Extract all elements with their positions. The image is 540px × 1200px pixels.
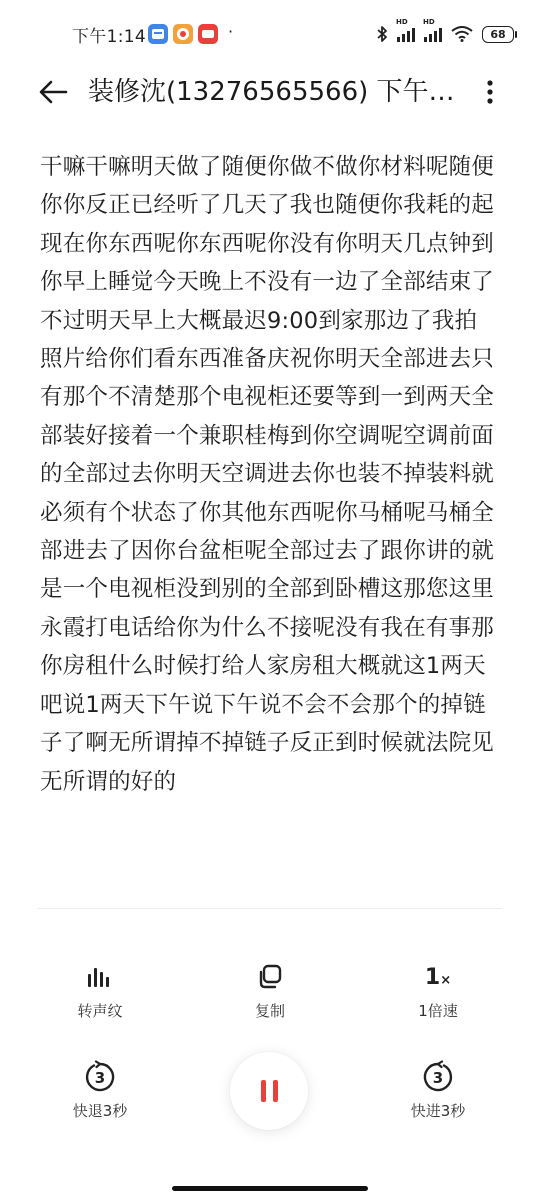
status-time: 下午1:14 — [72, 27, 146, 47]
battery-icon: 68 — [482, 26, 514, 43]
svg-text:3: 3 — [94, 1069, 106, 1087]
app-header — [0, 64, 540, 120]
status-dot: · — [228, 22, 234, 41]
status-right — [376, 18, 514, 46]
pause-bar — [273, 1080, 278, 1102]
wifi-icon — [451, 26, 473, 42]
status-bar — [0, 0, 540, 64]
speed-button[interactable] — [368, 960, 508, 1021]
forward-3s-button[interactable] — [368, 1060, 508, 1121]
home-indicator[interactable] — [172, 1186, 368, 1191]
copy-button[interactable] — [200, 960, 340, 1021]
waveform-label: 转声纹 — [77, 1002, 123, 1020]
notification-app-icon — [198, 24, 218, 44]
divider — [38, 908, 502, 909]
copy-label: 复制 — [254, 1002, 285, 1020]
forward-label: 快进3秒 — [410, 1102, 466, 1120]
more-vertical-icon — [476, 76, 504, 108]
page-title: 装修沈(13276565566) 下午… — [88, 77, 455, 107]
bluetooth-icon — [376, 25, 388, 43]
pause-button[interactable] — [230, 1052, 308, 1130]
speed-label: 1倍速 — [418, 1002, 458, 1020]
signal-icon: HD — [424, 26, 442, 42]
copy-icon — [257, 964, 283, 990]
forward-icon — [421, 1060, 455, 1094]
waveform-button[interactable] — [30, 960, 170, 1021]
back-button[interactable] — [36, 74, 72, 110]
signal-icon: HD — [397, 26, 415, 42]
rewind-icon — [83, 1060, 117, 1094]
waveform-icon — [87, 966, 113, 988]
notification-app-icon — [148, 24, 168, 44]
speed-icon: 1× — [424, 964, 452, 990]
notification-app-icon — [173, 24, 193, 44]
more-options-button[interactable] — [476, 76, 504, 108]
svg-text:3: 3 — [432, 1069, 444, 1087]
rewind-label: 快退3秒 — [72, 1102, 128, 1120]
rewind-3s-button[interactable] — [30, 1060, 170, 1121]
transcript-text: 干嘛干嘛明天做了随便你做不做你材料呢随便你你反正已经听了几天了我也随便你我耗的起现在你东西呢你东西呢你没有你明天几点钟到你早上睡觉今天晚上不没有一边了全部结束了不过明天早上大概最迟9:00到家那边了我拍照片给你们看东西准备庆祝你明天全部进去只有那个不清楚那个电视柜还要等到一到两天全部装好接着一个兼职桂梅到你空调呢空调前面的全部过去你明天空调进去你也装不掉装料就必须有个状态了你其他东西呢你马桶呢马桶全部进去了因你台盆柜呢全部过去了跟你讲的就是一个电视柜没到别的全部到卧槽这那您这里永霞打电话给你为什么不接呢没有我在有事那你房租什么时候打给人家房租大概就这1两天吧说1两天下午说下午说不会不会那个的掉链子了啊无所谓掉不掉链子反正到时候就法院见无所谓的好的 — [40, 154, 495, 795]
back-arrow-icon — [36, 74, 72, 110]
pause-bar — [261, 1080, 266, 1102]
